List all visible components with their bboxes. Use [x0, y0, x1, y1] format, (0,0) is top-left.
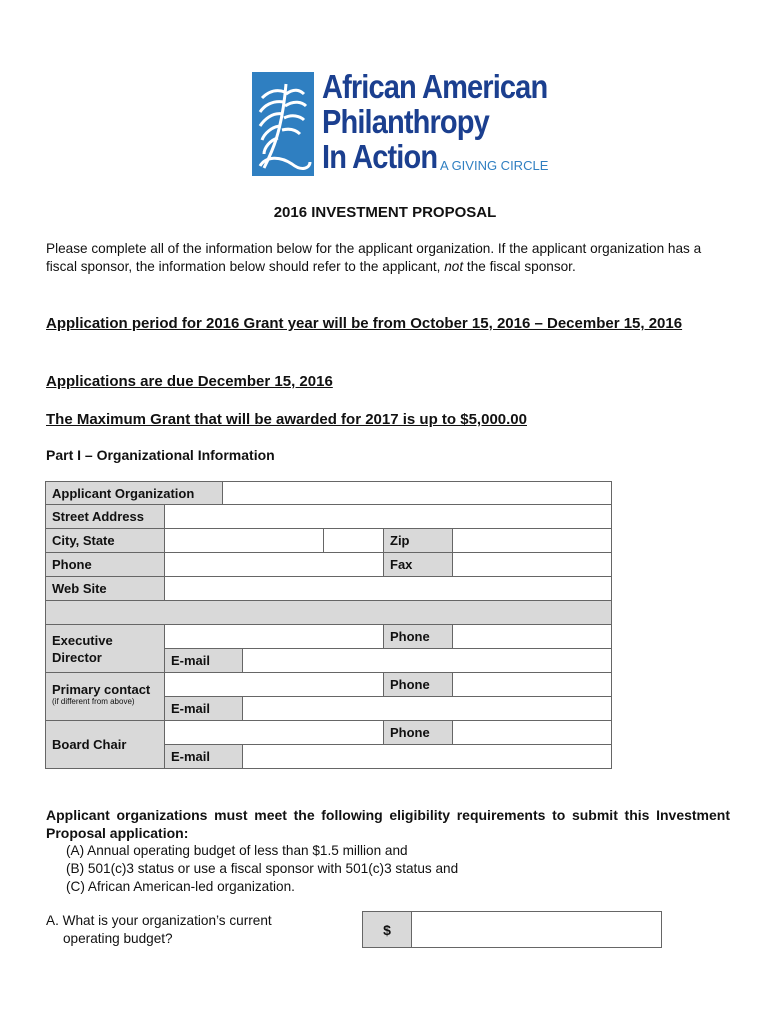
primary-contact-label-cell	[45, 672, 165, 721]
executive-director-label: Executive Director	[45, 624, 165, 673]
logo-tagline: A GIVING CIRCLE	[440, 158, 549, 173]
executive-director-email-label: E-mail	[164, 648, 243, 673]
website-input[interactable]	[164, 576, 612, 601]
phone-input[interactable]	[164, 552, 384, 577]
due-date-notice: Applications are due December 15, 2016	[46, 373, 333, 390]
fax-input[interactable]	[452, 552, 612, 577]
zip-input[interactable]	[452, 528, 612, 553]
applicant-org-input[interactable]	[222, 481, 612, 505]
question-a-line2: operating budget?	[63, 931, 173, 946]
intro-paragraph	[46, 240, 716, 276]
applicant-org-label: Applicant Organization	[45, 481, 223, 505]
board-chair-name-input[interactable]	[164, 720, 384, 745]
logo-text-line3: In Action	[322, 138, 438, 175]
city-state-label: City, State	[45, 528, 165, 553]
board-chair-label: Board Chair	[45, 720, 165, 769]
executive-director-phone-input[interactable]	[452, 624, 612, 649]
website-label: Web Site	[45, 576, 165, 601]
logo-fern-mark	[252, 72, 314, 176]
primary-contact-label: Primary contact	[52, 682, 151, 697]
executive-director-phone-label: Phone	[383, 624, 453, 649]
primary-contact-phone-input[interactable]	[452, 672, 612, 697]
eligibility-item-c: (C) African American-led organization.	[66, 879, 295, 894]
street-address-label: Street Address	[45, 504, 165, 529]
budget-currency-label: $	[362, 911, 412, 948]
street-address-input[interactable]	[164, 504, 612, 529]
eligibility-item-a: (A) Annual operating budget of less than $1.5 million and	[66, 843, 408, 858]
question-a-line1: A. What is your organization’s current	[46, 913, 272, 928]
part1-heading: Part I – Organizational Information	[46, 447, 275, 463]
max-grant-notice: The Maximum Grant that will be awarded for 2017 is up to $5,000.00	[46, 411, 527, 428]
executive-director-email-input[interactable]	[242, 648, 612, 673]
operating-budget-input[interactable]	[411, 911, 662, 948]
page-title: 2016 INVESTMENT PROPOSAL	[273, 204, 497, 221]
fern-icon	[252, 72, 314, 176]
primary-contact-name-input[interactable]	[164, 672, 384, 697]
board-chair-phone-input[interactable]	[452, 720, 612, 745]
application-period-notice: Application period for 2016 Grant year will be from October 15, 2016 – December 15, 2016	[46, 315, 683, 332]
eligibility-heading: Applicant organizations must meet the following eligibility requirements to submit this Investment Proposal application:	[46, 807, 730, 841]
primary-contact-email-input[interactable]	[242, 696, 612, 721]
eligibility-item-b: (B) 501(c)3 status or use a fiscal sponsor with 501(c)3 status and	[66, 861, 459, 876]
city-input[interactable]	[164, 528, 324, 553]
phone-label: Phone	[45, 552, 165, 577]
board-chair-email-input[interactable]	[242, 744, 612, 769]
section-separator-row	[45, 600, 612, 625]
logo-text-line1: African American	[322, 68, 548, 105]
executive-director-name-input[interactable]	[164, 624, 384, 649]
logo-text-line2: Philanthropy	[322, 103, 489, 140]
primary-contact-note: (if different from above)	[52, 697, 135, 706]
zip-label: Zip	[383, 528, 453, 553]
question-a	[46, 912, 272, 948]
fax-label: Fax	[383, 552, 453, 577]
primary-contact-email-label: E-mail	[164, 696, 243, 721]
board-chair-email-label: E-mail	[164, 744, 243, 769]
board-chair-phone-label: Phone	[383, 720, 453, 745]
state-input[interactable]	[323, 528, 384, 553]
intro-part1: Please complete all of the information below for the applicant organization. If the applicant organization has a fiscal sponsor, the information below should refer to the applicant,	[46, 241, 702, 274]
intro-part2: the fiscal sponsor.	[466, 259, 576, 274]
primary-contact-phone-label: Phone	[383, 672, 453, 697]
intro-emphasis: not	[444, 259, 464, 274]
